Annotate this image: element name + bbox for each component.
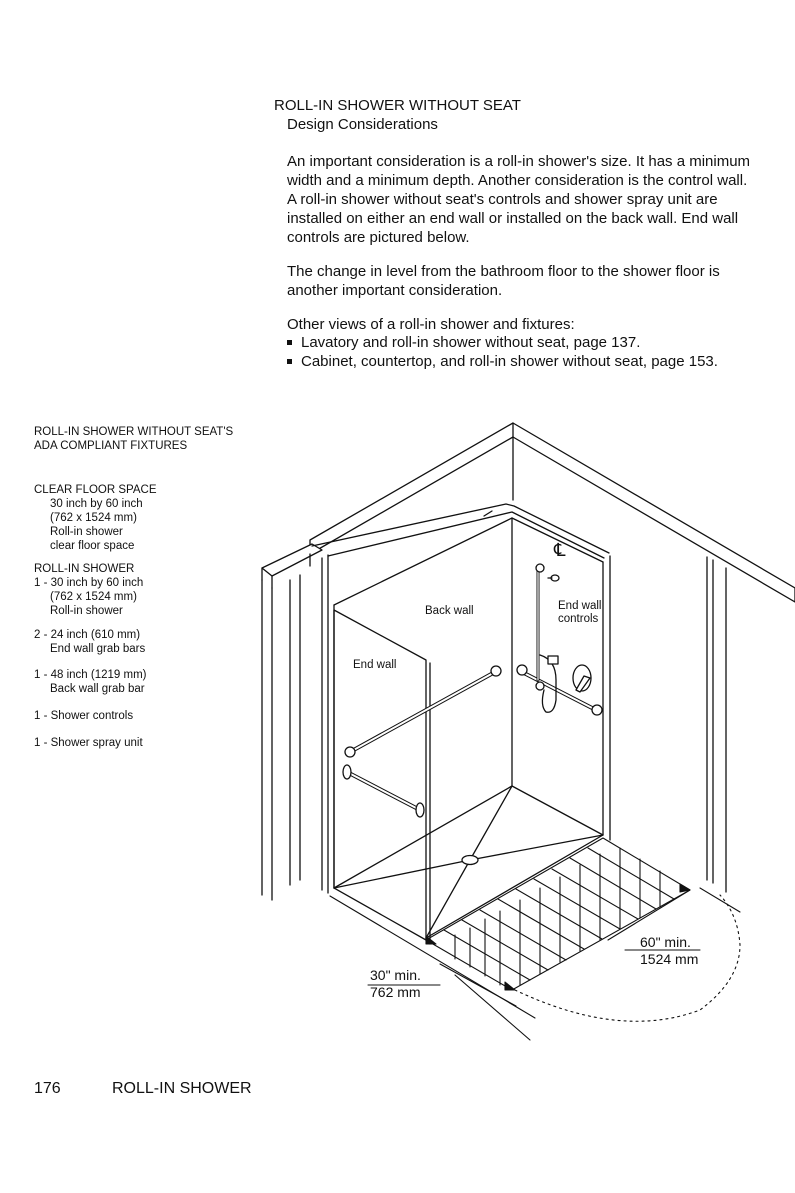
end-wall-controls-label-1: End wall xyxy=(558,600,602,612)
back-wall-grab-bar-block: 1 - 48 inch (1219 mm) Back wall grab bar xyxy=(34,669,147,695)
shower-controls xyxy=(573,665,591,692)
paragraph-other-views: Other views of a roll-in shower and fixtures: xyxy=(287,316,575,333)
shower-spray-unit xyxy=(536,564,559,712)
diagram-labels xyxy=(353,540,698,1000)
list-item: Lavatory and roll-in shower without seat, page 137. xyxy=(287,333,757,352)
shower-spray-item: 1 - Shower spray unit xyxy=(34,737,143,749)
width-dimension-label-2: 1524 mm xyxy=(640,951,699,967)
depth-dimension-label-1: 30" min. xyxy=(370,967,421,983)
back-wall-grab-bar xyxy=(345,666,501,757)
paragraph-level: The change in level from the bathroom floor to the shower floor is another important consideration. xyxy=(287,263,720,299)
end-wall-label: End wall xyxy=(353,659,397,671)
fixtures-heading: ROLL-IN SHOWER WITHOUT SEAT'S ADA COMPLIANT FIXTURES xyxy=(34,426,234,452)
end-wall-grab-bars-block: 2 - 24 inch (610 mm) End wall grab bars xyxy=(34,629,146,655)
depth-dimension-label-2: 762 mm xyxy=(370,984,421,1000)
end-wall-grab-bar xyxy=(343,765,424,817)
roll-in-shower-block: ROLL-IN SHOWER 1 - 30 inch by 60 inch (762 x 1524 mm) Roll-in shower xyxy=(34,563,144,617)
page-number: 176 xyxy=(34,1080,61,1097)
page-title: ROLL-IN SHOWER WITHOUT SEAT xyxy=(274,97,521,114)
clear-floor-space-block: CLEAR FLOOR SPACE 30 inch by 60 inch (762 x 1524 mm) Roll-in shower clear floor space xyxy=(34,484,157,552)
footer-section-title: ROLL-IN SHOWER xyxy=(112,1080,252,1097)
centerline-icon: ℄ xyxy=(554,540,566,560)
shower-controls-item: 1 - Shower controls xyxy=(34,710,134,722)
list-item: Cabinet, countertop, and roll-in shower without seat, page 153. xyxy=(287,352,757,371)
end-wall-controls-label-2: controls xyxy=(558,613,599,625)
width-dimension-label-1: 60" min. xyxy=(640,934,691,950)
back-wall-label: Back wall xyxy=(425,605,474,617)
page-subtitle: Design Considerations xyxy=(287,116,438,133)
paragraph-size: An important consideration is a roll-in shower's size. It has a minimum width and a minimum depth. Another consideration is the control wall. A roll-in shower without seat's controls and shower spray unit are installed on either an end wall or installed on the back wall. End wall controls are pictured below. xyxy=(287,153,751,246)
